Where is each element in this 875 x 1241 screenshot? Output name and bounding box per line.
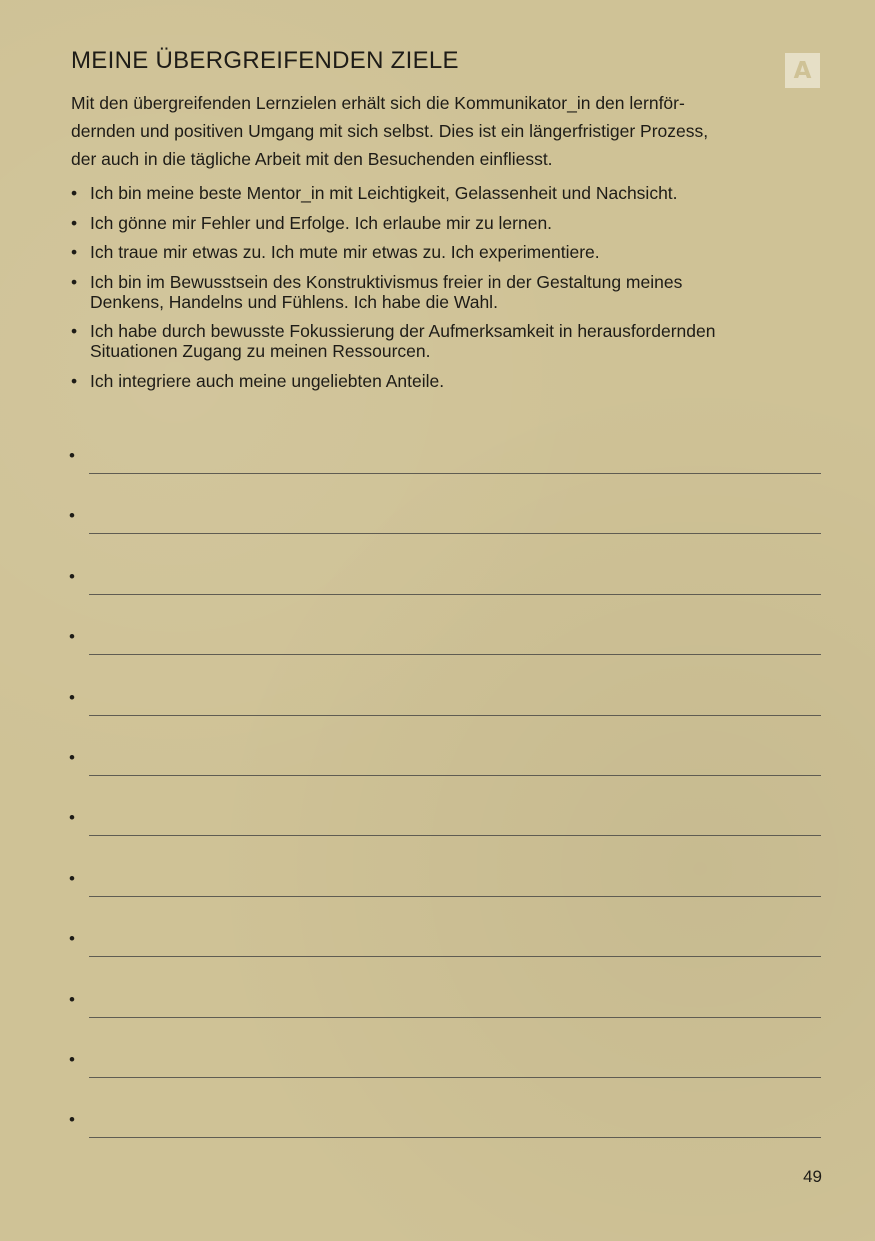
write-line-row[interactable]	[0, 506, 875, 536]
write-line[interactable]	[89, 1077, 821, 1078]
goal-text: Ich integriere auch meine ungeliebten Anteile.	[90, 370, 445, 391]
write-line-row[interactable]	[0, 1110, 875, 1140]
bullet: •	[69, 627, 75, 647]
write-line-row[interactable]	[0, 808, 875, 838]
write-line[interactable]	[89, 956, 821, 957]
goals-list	[71, 183, 831, 400]
goal-text: Ich bin meine beste Mentor_in mit Leichtigkeit, Gelassenheit und Nachsicht.	[90, 183, 678, 203]
goal-text: Ich habe durch bewusste Fokussierung der Aufmerksamkeit in herausfordernden	[90, 321, 716, 341]
write-line-row[interactable]	[0, 869, 875, 899]
write-line-row[interactable]	[0, 688, 875, 718]
bullet: •	[69, 1110, 75, 1130]
write-line[interactable]	[89, 1137, 821, 1138]
bullet: •	[69, 687, 75, 707]
bullet: •	[71, 183, 78, 203]
goal-item	[71, 213, 831, 233]
bullet: •	[69, 929, 75, 949]
goal-text-continued: Denkens, Handelns und Fühlens. Ich habe die Wahl.	[90, 291, 498, 312]
write-line[interactable]	[89, 1017, 821, 1018]
page-title: MEINE ÜBERGREIFENDEN ZIELE	[71, 47, 459, 74]
bullet: •	[71, 212, 78, 233]
write-line-row[interactable]	[0, 1050, 875, 1080]
goal-text: Ich traue mir etwas zu. Ich mute mir etwas zu. Ich experimentiere.	[90, 242, 600, 262]
bullet: •	[69, 566, 75, 586]
bullet: •	[69, 989, 75, 1009]
page-number: 49	[803, 1167, 822, 1186]
bullet: •	[71, 321, 78, 341]
write-line[interactable]	[89, 473, 821, 474]
write-line-row[interactable]	[0, 567, 875, 597]
write-line[interactable]	[89, 835, 821, 836]
write-line-row[interactable]	[0, 929, 875, 959]
bullet: •	[69, 808, 75, 828]
write-line-row[interactable]	[0, 748, 875, 778]
bullet: •	[71, 242, 78, 262]
write-line[interactable]	[89, 654, 821, 655]
goal-text: Ich bin im Bewusstsein des Konstruktivismus freier in der Gestaltung meines	[90, 271, 683, 292]
goal-text-continued: Situationen Zugang zu meinen Ressourcen.	[90, 341, 431, 361]
write-line-row[interactable]	[0, 446, 875, 476]
goal-item	[71, 371, 831, 391]
section-badge: A	[785, 53, 820, 88]
goal-item	[71, 183, 831, 203]
write-line[interactable]	[89, 594, 821, 595]
bullet: •	[71, 271, 78, 292]
write-line-row[interactable]	[0, 627, 875, 657]
intro-line: dernden und positiven Umgang mit sich selbst. Dies ist ein längerfristiger Prozess,	[71, 121, 709, 141]
bullet: •	[69, 868, 75, 888]
intro-line: Mit den übergreifenden Lernzielen erhält sich die Kommunikator_in den lernför-	[71, 93, 685, 113]
write-line[interactable]	[89, 775, 821, 776]
bullet: •	[69, 748, 75, 767]
intro-line: der auch in die tägliche Arbeit mit den Besuchenden einfliesst.	[71, 149, 553, 169]
write-line[interactable]	[89, 533, 821, 534]
goal-item	[71, 242, 831, 262]
write-line-row[interactable]	[0, 990, 875, 1020]
goal-text: Ich gönne mir Fehler und Erfolge. Ich erlaube mir zu lernen.	[90, 212, 553, 233]
goal-item	[71, 272, 831, 312]
goal-item	[71, 321, 831, 361]
intro-paragraph	[71, 89, 823, 173]
bullet: •	[71, 370, 78, 391]
bullet: •	[69, 506, 75, 526]
bullet: •	[69, 1050, 75, 1069]
bullet: •	[69, 446, 75, 465]
write-line[interactable]	[89, 896, 821, 897]
write-line[interactable]	[89, 715, 821, 716]
